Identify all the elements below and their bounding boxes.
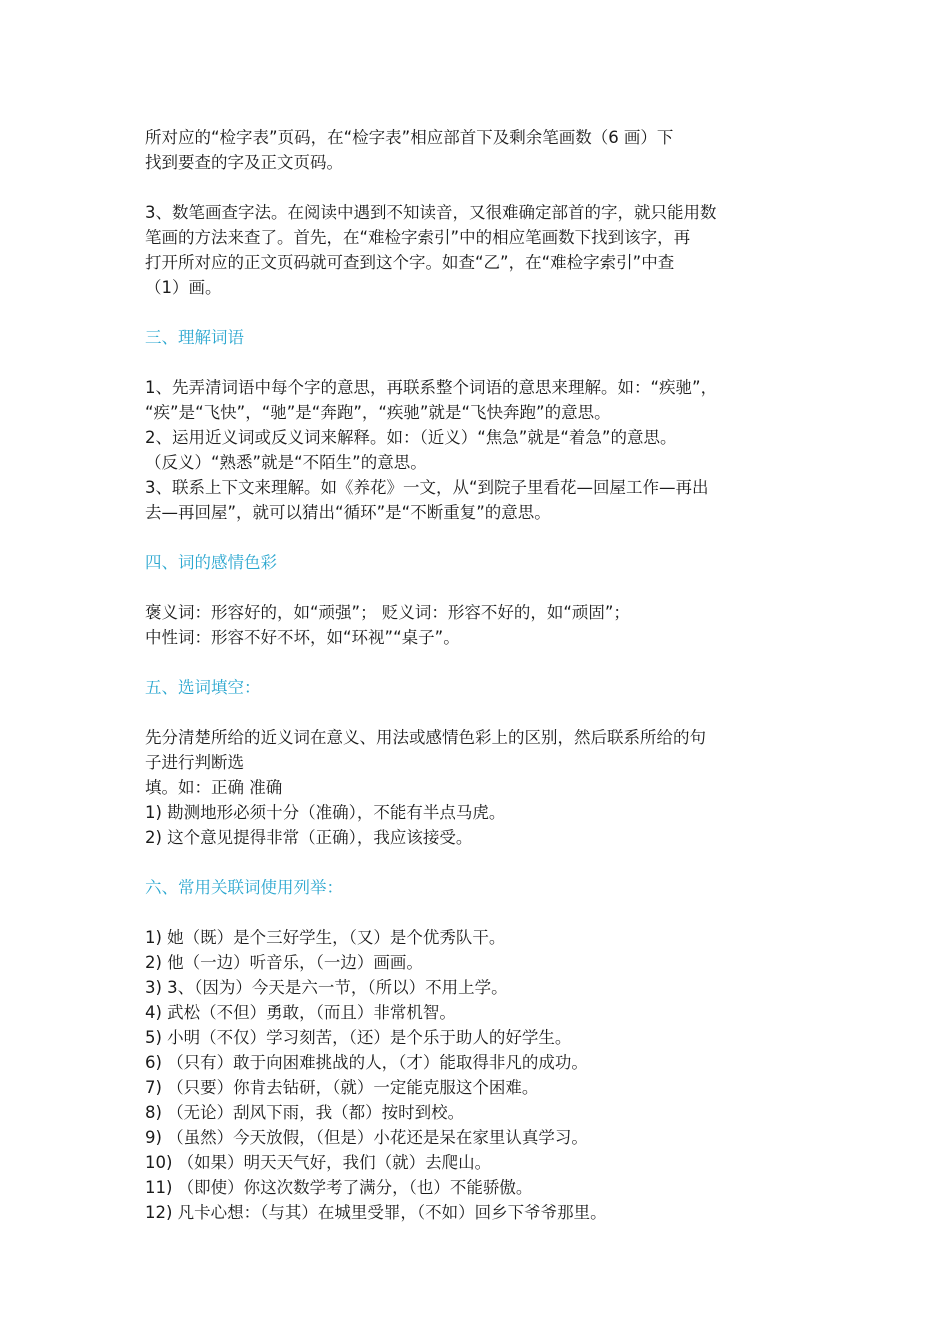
list-item: 6) （只有）敢于向困难挑战的人，（才）能取得非凡的成功。 xyxy=(145,1053,588,1072)
text-line: 找到要查的字及正文页码。 xyxy=(145,153,343,172)
list-item: 7) （只要）你肯去钻研，（就）一定能克服这个困难。 xyxy=(145,1078,539,1097)
word-sentiment-paragraph xyxy=(145,600,825,650)
text-line: 所对应的“检字表”页码，在“检字表”相应部首下及剩余笔画数（6 画）下 xyxy=(145,128,674,147)
intro-paragraph xyxy=(145,125,825,175)
text-line: 填。如：正确 准确 xyxy=(145,778,283,797)
text-line: 打开所对应的正文页码就可查到这个字。如查“乙”，在“难检字索引”中查 xyxy=(145,253,675,272)
text-line: 去—再回屋”，就可以猜出“循环”是“不断重复”的意思。 xyxy=(145,503,551,522)
text-line: 3、联系上下文来理解。如《养花》一文，从“到院子里看花—回屋工作—再出 xyxy=(145,478,709,497)
text-line: 2) 这个意见提得非常（正确），我应该接受。 xyxy=(145,828,473,847)
list-item: 2) 他（一边）听音乐，（一边）画画。 xyxy=(145,953,423,972)
text-line: 1、先弄清词语中每个字的意思，再联系整个词语的意思来理解。如：“疾驰”， xyxy=(145,378,718,397)
text-line: 中性词：形容不好不坏，如“环视”“桌子”。 xyxy=(145,628,460,647)
list-item: 8) （无论）刮风下雨，我（都）按时到校。 xyxy=(145,1103,465,1122)
section-heading-conjunctions: 六、常用关联词使用列举： xyxy=(145,878,343,897)
document-page xyxy=(145,125,825,1225)
text-line: 1) 勘测地形必须十分（准确），不能有半点马虎。 xyxy=(145,803,506,822)
text-line: 笔画的方法来查了。首先，在“难检字索引”中的相应笔画数下找到该字，再 xyxy=(145,228,691,247)
text-line: 先分清楚所给的近义词在意义、用法或感情色彩上的区别，然后联系所给的句 xyxy=(145,728,706,747)
list-item: 11) （即使）你这次数学考了满分，（也）不能骄傲。 xyxy=(145,1178,533,1197)
section-heading-fill-blank: 五、选词填空： xyxy=(145,678,261,697)
text-line: “疾”是“飞快”，“驰”是“奔跑”，“疾驰”就是“飞快奔跑”的意思。 xyxy=(145,403,611,422)
text-line: （1）画。 xyxy=(145,278,222,297)
list-item: 1) 她（既）是个三好学生，（又）是个优秀队干。 xyxy=(145,928,506,947)
text-line: 2、运用近义词或反义词来解释。如：（近义）“焦急”就是“着急”的意思。 xyxy=(145,428,677,447)
text-line: 褒义词：形容好的，如“顽强”； 贬义词：形容不好的，如“顽固”； xyxy=(145,603,630,622)
section-heading-word-sentiment: 四、词的感情色彩 xyxy=(145,553,277,572)
list-item: 9) （虽然）今天放假，（但是）小花还是呆在家里认真学习。 xyxy=(145,1128,588,1147)
text-line: 3、数笔画查字法。在阅读中遇到不知读音，又很难确定部首的字，就只能用数 xyxy=(145,203,717,222)
section-heading-understand-words: 三、理解词语 xyxy=(145,328,244,347)
list-item: 5) 小明（不仅）学习刻苦，（还）是个乐于助人的好学生。 xyxy=(145,1028,572,1047)
fill-blank-paragraph xyxy=(145,725,825,850)
text-line: （反义）“熟悉”就是“不陌生”的意思。 xyxy=(145,453,427,472)
text-line: 子进行判断选 xyxy=(145,753,244,772)
list-item: 4) 武松（不但）勇敢，（而且）非常机智。 xyxy=(145,1003,456,1022)
list-item: 10) （如果）明天天气好，我们（就）去爬山。 xyxy=(145,1153,492,1172)
conjunctions-list xyxy=(145,925,825,1225)
stroke-method-paragraph xyxy=(145,200,825,300)
understand-words-paragraph xyxy=(145,375,825,525)
list-item: 3) 3、（因为）今天是六一节，（所以）不用上学。 xyxy=(145,978,508,997)
list-item: 12) 凡卡心想：（与其）在城里受罪，（不如）回乡下爷爷那里。 xyxy=(145,1203,607,1222)
